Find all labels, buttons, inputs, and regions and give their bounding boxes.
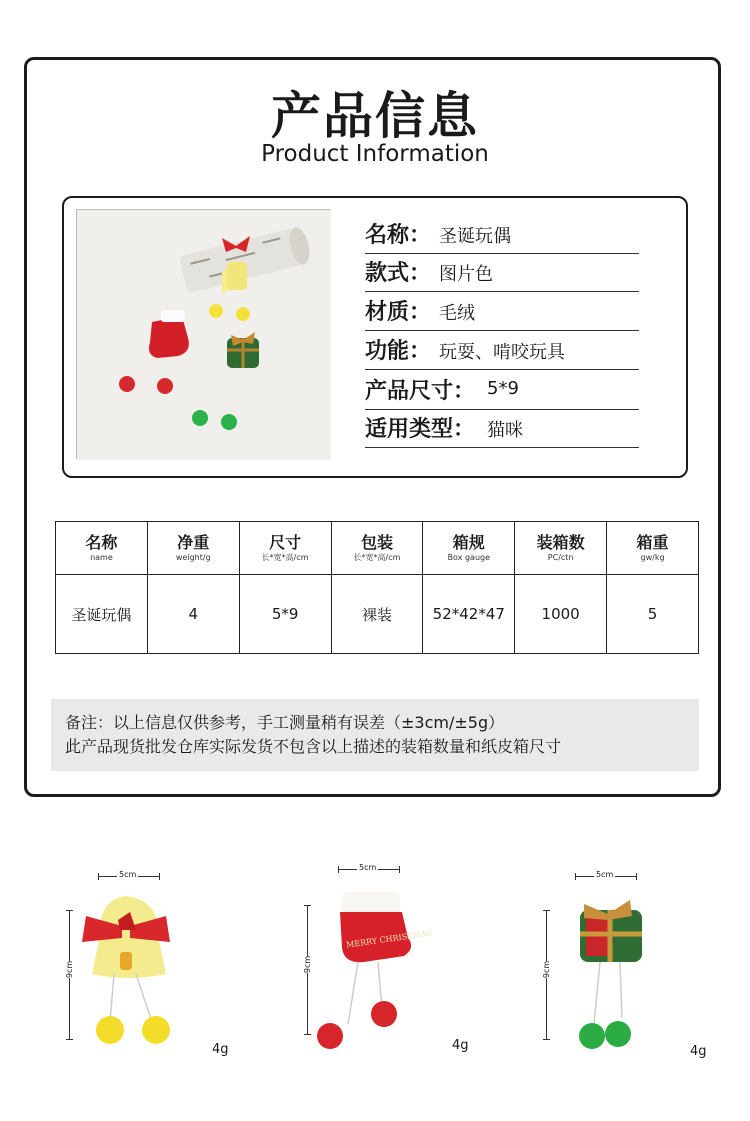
table-header-cell: 箱重 gw/kg <box>607 522 699 575</box>
height-label: 9cm <box>303 955 313 974</box>
info-row-function <box>365 331 639 370</box>
info-row-style <box>365 253 639 292</box>
note-box <box>51 699 699 771</box>
width-label: 5cm <box>119 870 137 879</box>
table-cell: 5*9 <box>239 575 331 654</box>
table-cell: 圣诞玩偶 <box>56 575 148 654</box>
info-value: 圣诞玩偶 <box>439 226 511 247</box>
bell-toy-icon <box>78 890 178 1050</box>
width-label: 5cm <box>359 863 377 872</box>
weight-label: 4g <box>452 1038 469 1053</box>
table-row <box>56 575 699 654</box>
info-key: 名称： <box>365 223 432 248</box>
info-value: 图片色 <box>439 264 493 285</box>
table-cell: 裸装 <box>331 575 423 654</box>
info-row-name <box>365 215 639 254</box>
product-photo <box>76 209 330 459</box>
info-value: 毛绒 <box>439 303 475 324</box>
info-row-material <box>365 292 639 331</box>
info-value: 玩耍、啃咬玩具 <box>439 342 565 363</box>
table-header-cell: 名称 name <box>56 522 148 575</box>
table-header-row <box>56 522 699 575</box>
table-cell: 5 <box>607 575 699 654</box>
stocking-toy-icon <box>312 886 433 1056</box>
note-line: 备注：以上信息仅供参考，手工测量稍有误差（±3cm/±5g） <box>65 713 505 732</box>
info-row-size <box>365 371 639 410</box>
width-label: 5cm <box>596 870 614 879</box>
info-key: 材质： <box>365 300 432 325</box>
weight-label: 4g <box>690 1044 707 1059</box>
spec-table <box>55 521 699 654</box>
page-subtitle: Product Information <box>261 141 489 167</box>
gift-toy-icon <box>570 894 650 1054</box>
stocking-print-text: MERRY CHRISTMAS <box>345 928 433 950</box>
info-key: 产品尺寸： <box>365 379 476 404</box>
table-cell: 1000 <box>515 575 607 654</box>
page-title: 产品信息 <box>271 87 479 145</box>
table-header-cell: 装箱数 PC/ctn <box>515 522 607 575</box>
info-value: 5*9 <box>487 378 519 399</box>
table-header-cell: 净重 weight/g <box>147 522 239 575</box>
note-line: 此产品现货批发仓库实际发货不包含以上描述的装箱数量和纸皮箱尺寸 <box>65 737 562 756</box>
table-header-cell: 尺寸 长*宽*高/cm <box>239 522 331 575</box>
info-value: 猫咪 <box>487 420 523 441</box>
info-key: 功能： <box>365 339 432 364</box>
table-header-cell: 包装 长*宽*高/cm <box>331 522 423 575</box>
info-key: 款式： <box>365 261 432 286</box>
info-row-type <box>365 409 639 448</box>
height-label: 9cm <box>542 960 552 979</box>
table-header-cell: 箱规 Box gauge <box>423 522 515 575</box>
table-cell: 4 <box>147 575 239 654</box>
weight-label: 4g <box>212 1042 229 1057</box>
table-cell: 52*42*47 <box>423 575 515 654</box>
height-label: 9cm <box>65 960 75 979</box>
info-key: 适用类型： <box>365 417 476 442</box>
